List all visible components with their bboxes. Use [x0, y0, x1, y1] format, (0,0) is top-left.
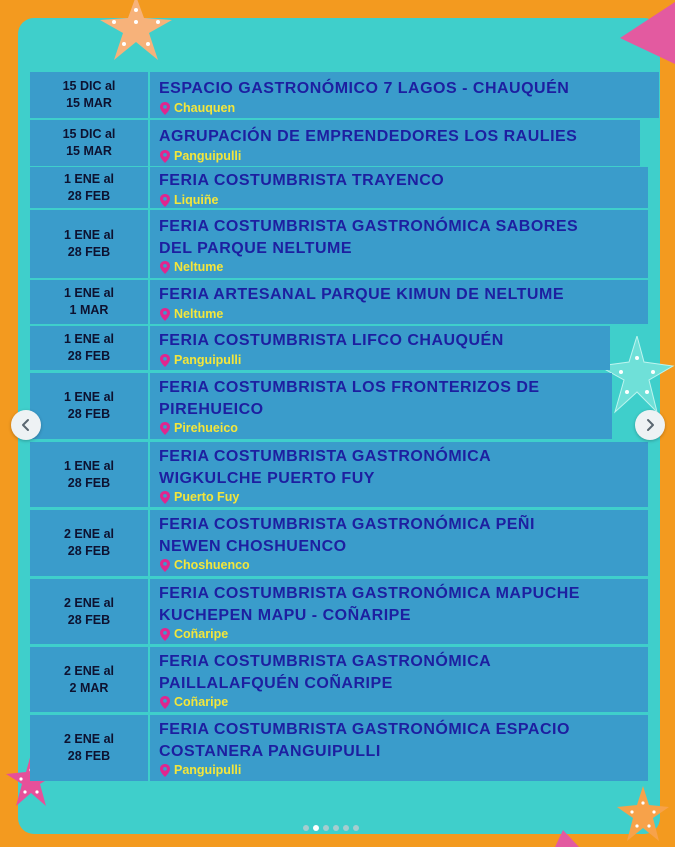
pagination-dot[interactable] — [353, 825, 359, 831]
event-row — [30, 647, 648, 712]
carousel-prev-button[interactable] — [11, 410, 41, 440]
event-location — [159, 260, 640, 275]
carousel-next-button[interactable] — [635, 410, 665, 440]
date-start: 1 ENE al — [63, 171, 115, 186]
location-pin-icon — [159, 102, 171, 115]
date-start: 2 ENE al — [63, 732, 115, 746]
date-end: 28 FEB — [67, 612, 111, 627]
date-end: 28 FEB — [67, 544, 111, 558]
event-date — [30, 280, 148, 324]
event-name: FERIA ARTESANAL PARQUE KIMUN DE NELTUME — [159, 286, 564, 303]
date-start: 1 ENE al — [63, 286, 115, 300]
event-name: FERIA COSTUMBRISTA GASTRONÓMICA PEÑI NEWEN CHOSHUENCO — [159, 516, 535, 555]
starfish-icon — [616, 786, 670, 842]
starfish-icon — [86, 0, 186, 62]
event-name: AGRUPACIÓN DE EMPRENDEDORES LOS RAULIES — [159, 128, 578, 145]
event-row — [30, 715, 648, 781]
date-end: 15 MAR — [66, 96, 112, 110]
location-label: Neltume — [174, 260, 224, 274]
event-row — [30, 326, 610, 370]
location-label: Coñaripe — [174, 627, 229, 641]
carousel-pagination — [303, 825, 359, 831]
event-date — [30, 442, 148, 507]
event-name: FERIA COSTUMBRISTA LOS FRONTERIZOS DE PIREHUEICO — [159, 379, 540, 418]
event-name: FERIA COSTUMBRISTA GASTRONÓMICA PAILLALAFQUÉN COÑARIPE — [159, 653, 492, 692]
event-location — [159, 421, 604, 436]
location-pin-icon — [159, 491, 171, 504]
event-location — [159, 101, 651, 116]
event-info — [150, 280, 648, 324]
date-start: 15 DIC al — [62, 127, 116, 141]
event-info — [150, 120, 640, 166]
event-info — [150, 715, 648, 781]
event-location — [159, 490, 640, 505]
date-end: 2 MAR — [69, 680, 109, 695]
event-date — [30, 72, 148, 118]
event-name: FERIA COSTUMBRISTA GASTRONÓMICA SABORES DEL PARQUE NELTUME — [159, 218, 579, 257]
event-name: FERIA COSTUMBRISTA GASTRONÓMICA ESPACIO COSTANERA PANGUIPULLI — [159, 721, 570, 760]
event-date — [30, 120, 148, 166]
date-start: 15 DIC al — [62, 79, 116, 93]
location-pin-icon — [159, 261, 171, 274]
event-row — [30, 373, 612, 439]
event-name: FERIA COSTUMBRISTA LIFCO CHAUQUÉN — [159, 332, 504, 349]
location-label: Puerto Fuy — [174, 490, 240, 504]
event-info — [150, 210, 648, 278]
location-label: Panguipulli — [174, 148, 242, 163]
location-label: Pirehueico — [174, 421, 238, 435]
event-location — [159, 307, 640, 322]
event-row — [30, 280, 648, 324]
event-location — [159, 558, 640, 573]
location-pin-icon — [159, 194, 171, 207]
event-row — [30, 579, 648, 644]
pagination-dot[interactable] — [323, 825, 329, 831]
date-end: 28 FEB — [67, 188, 111, 203]
event-row — [30, 210, 648, 278]
date-end: 28 FEB — [67, 349, 111, 363]
location-pin-icon — [159, 308, 171, 321]
event-row — [30, 72, 659, 118]
date-start: 2 ENE al — [63, 595, 115, 610]
location-label: Liquiñe — [174, 192, 219, 207]
pink-triangle-icon — [620, 2, 675, 64]
event-info — [150, 326, 610, 370]
event-name: FERIA COSTUMBRISTA GASTRONÓMICA MAPUCHE KUCHEPEN MAPU - COÑARIPE — [159, 585, 580, 624]
date-start: 2 ENE al — [63, 527, 115, 541]
event-location — [159, 627, 640, 642]
location-label: Panguipulli — [174, 763, 242, 777]
chevron-left-icon — [20, 418, 32, 432]
pink-triangle-icon — [555, 830, 579, 847]
event-info — [150, 373, 612, 439]
date-end: 28 FEB — [67, 407, 111, 421]
event-name: FERIA COSTUMBRISTA TRAYENCO — [159, 172, 445, 189]
pagination-dot[interactable] — [343, 825, 349, 831]
event-row — [30, 442, 648, 507]
date-end: 28 FEB — [67, 475, 111, 490]
date-start: 1 ENE al — [63, 458, 115, 473]
location-pin-icon — [159, 559, 171, 572]
event-row — [30, 510, 648, 576]
event-date — [30, 715, 148, 781]
date-end: 28 FEB — [67, 749, 111, 763]
date-start: 1 ENE al — [63, 390, 115, 404]
date-start: 2 ENE al — [63, 663, 115, 678]
event-date — [30, 373, 148, 439]
event-row — [30, 120, 640, 166]
date-start: 1 ENE al — [63, 228, 115, 242]
event-info — [150, 647, 648, 712]
event-date — [30, 647, 148, 712]
event-info — [150, 167, 648, 208]
location-label: Choshuenco — [174, 558, 250, 572]
location-pin-icon — [159, 422, 171, 435]
date-end: 28 FEB — [67, 245, 111, 259]
date-end: 1 MAR — [69, 303, 109, 317]
location-label: Panguipulli — [174, 352, 242, 367]
date-start: 1 ENE al — [63, 332, 115, 346]
event-name: ESPACIO GASTRONÓMICO 7 LAGOS - CHAUQUÉN — [159, 80, 570, 97]
pagination-dot[interactable] — [333, 825, 339, 831]
location-pin-icon — [159, 696, 171, 709]
event-info — [150, 510, 648, 576]
event-name: FERIA COSTUMBRISTA GASTRONÓMICA WIGKULCHE PUERTO FUY — [159, 448, 492, 487]
location-label: Coñaripe — [174, 695, 229, 709]
location-pin-icon — [159, 150, 171, 163]
location-label: Neltume — [174, 306, 224, 321]
event-location — [159, 695, 640, 710]
event-info — [150, 442, 648, 507]
event-location — [159, 763, 640, 778]
location-pin-icon — [159, 764, 171, 777]
chevron-right-icon — [644, 418, 656, 432]
event-location — [159, 193, 640, 208]
date-end: 15 MAR — [66, 144, 112, 158]
event-location — [159, 149, 632, 164]
event-location — [159, 353, 602, 368]
location-pin-icon — [159, 628, 171, 641]
pagination-dot[interactable] — [303, 825, 309, 831]
event-row — [30, 167, 648, 208]
location-pin-icon — [159, 354, 171, 367]
event-date — [30, 579, 148, 644]
event-date — [30, 167, 148, 208]
event-date — [30, 210, 148, 278]
event-info — [150, 72, 659, 118]
pagination-dot-active[interactable] — [313, 825, 319, 831]
event-date — [30, 326, 148, 370]
location-label: Chauquen — [174, 100, 236, 115]
event-info — [150, 579, 648, 644]
event-date — [30, 510, 148, 576]
